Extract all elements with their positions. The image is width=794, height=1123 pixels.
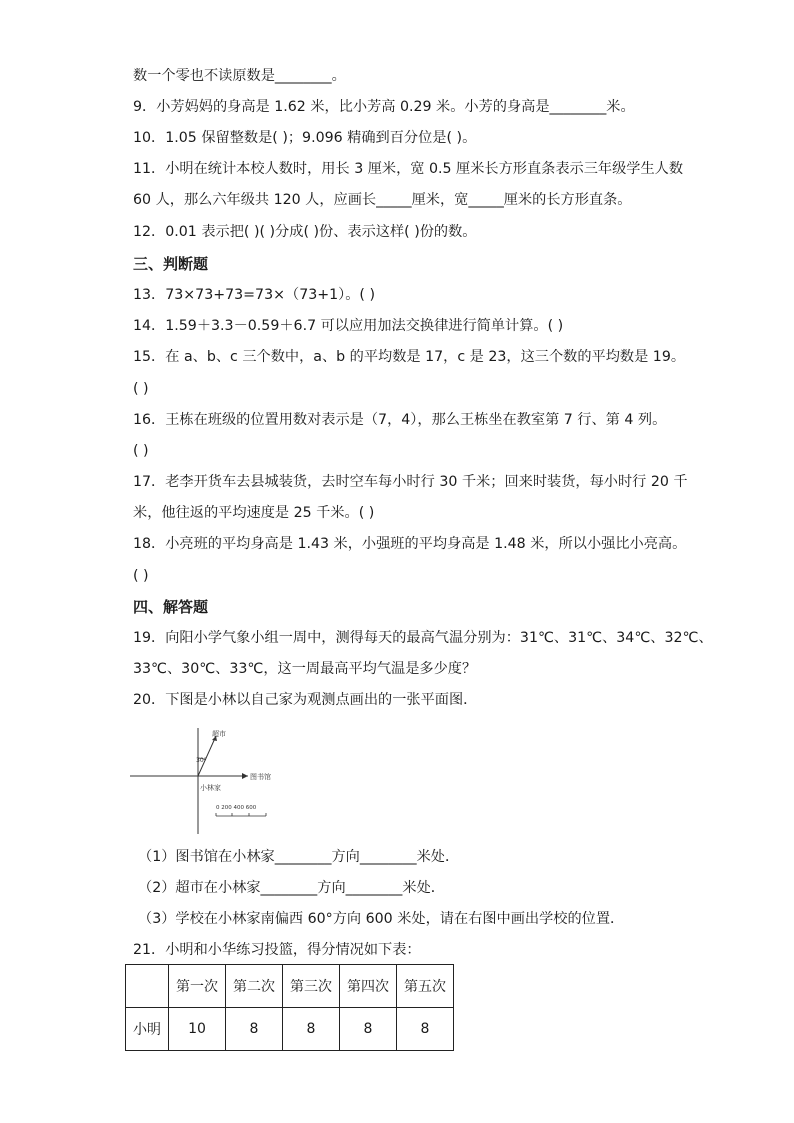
question-14: 14．1.59＋3.3－0.59＋6.7 可以应用加法交换律进行简单计算。( ) bbox=[133, 318, 564, 334]
score-table bbox=[125, 964, 454, 1051]
table-cell: 8 bbox=[226, 1008, 283, 1051]
question-19-cont: 33℃、30℃、33℃，这一周最高平均气温是多少度？ bbox=[133, 661, 477, 677]
question-18-answer: ( ) bbox=[133, 568, 149, 584]
question-15-answer: ( ) bbox=[133, 381, 149, 397]
question-19: 19．向阳小学气象小组一周中，测得每天的最高气温分别为：31℃、31℃、34℃、32℃、 bbox=[133, 630, 713, 646]
table-row bbox=[126, 1008, 454, 1051]
q8-continuation: 数一个零也不读原数是________。 bbox=[133, 68, 346, 84]
floor-plan-diagram bbox=[130, 722, 310, 837]
table-header-row bbox=[126, 965, 454, 1008]
section-4-heading: 四、解答题 bbox=[133, 598, 209, 616]
supermarket-ray bbox=[198, 736, 216, 776]
table-header-cell bbox=[126, 965, 169, 1008]
question-13: 13．73×73+73=73×（73+1）。( ) bbox=[133, 287, 376, 303]
angle-label: 30° bbox=[196, 757, 207, 764]
question-10: 10．1.05 保留整数是( )；9.096 精确到百分位是( )。 bbox=[133, 130, 477, 146]
library-label: 图书馆 bbox=[250, 773, 271, 781]
library-arrow-icon bbox=[242, 773, 248, 779]
question-15: 15．在 a、b、c 三个数中，a、b 的平均数是 17，c 是 23，这三个数的平均数是 19。 bbox=[133, 349, 686, 365]
question-20: 20．下图是小林以自己家为观测点画出的一张平面图． bbox=[133, 692, 478, 708]
supermarket-label: 超市 bbox=[212, 730, 226, 738]
table-header-cell: 第三次 bbox=[283, 965, 340, 1008]
question-17-cont: 米，他往返的平均速度是 25 千米。( ) bbox=[133, 505, 375, 521]
question-16: 16．王栋在班级的位置用数对表示是（7，4），那么王栋坐在教室第 7 行、第 4 列。 bbox=[133, 412, 667, 428]
question-11: 11．小明在统计本校人数时，用长 3 厘米，宽 0.5 厘米长方形直条表示三年级学生人数 bbox=[133, 161, 684, 177]
question-17: 17．老李开货车去县城装货，去时空车每小时行 30 千米；回来时装货，每小时行 20 千 bbox=[133, 474, 688, 490]
table-cell: 8 bbox=[340, 1008, 397, 1051]
table-header-cell: 第二次 bbox=[226, 965, 283, 1008]
table-header-cell: 第一次 bbox=[169, 965, 226, 1008]
table-cell: 8 bbox=[283, 1008, 340, 1051]
question-20-part-3: （3）学校在小林家南偏西 60°方向 600 米处，请在右图中画出学校的位置． bbox=[138, 911, 625, 927]
question-9: 9．小芳妈妈的身高是 1.62 米，比小芳高 0.29 米。小芳的身高是________米。 bbox=[133, 99, 635, 115]
table-cell: 8 bbox=[397, 1008, 454, 1051]
home-label: 小林家 bbox=[200, 784, 221, 792]
section-3-heading: 三、判断题 bbox=[133, 255, 209, 273]
question-18: 18．小亮班的平均身高是 1.43 米，小强班的平均身高是 1.48 米，所以小强比小亮高。 bbox=[133, 536, 687, 552]
question-20-part-2: （2）超市在小林家________方向________米处． bbox=[138, 880, 445, 896]
question-16-answer: ( ) bbox=[133, 443, 149, 459]
table-cell-name: 小明 bbox=[126, 1008, 169, 1051]
question-20-part-1: （1）图书馆在小林家________方向________米处． bbox=[138, 849, 460, 865]
table-header-cell: 第五次 bbox=[397, 965, 454, 1008]
table-header-cell: 第四次 bbox=[340, 965, 397, 1008]
table-cell: 10 bbox=[169, 1008, 226, 1051]
scale-label: 0 200 400 600 bbox=[216, 805, 257, 811]
question-21: 21．小明和小华练习投篮，得分情况如下表： bbox=[133, 942, 421, 958]
question-11-cont: 60 人，那么六年级共 120 人，应画长_____厘米，宽_____厘米的长方形直条。 bbox=[133, 192, 632, 208]
question-12: 12．0.01 表示把( )( )分成( )份、表示这样( )份的数。 bbox=[133, 224, 477, 240]
